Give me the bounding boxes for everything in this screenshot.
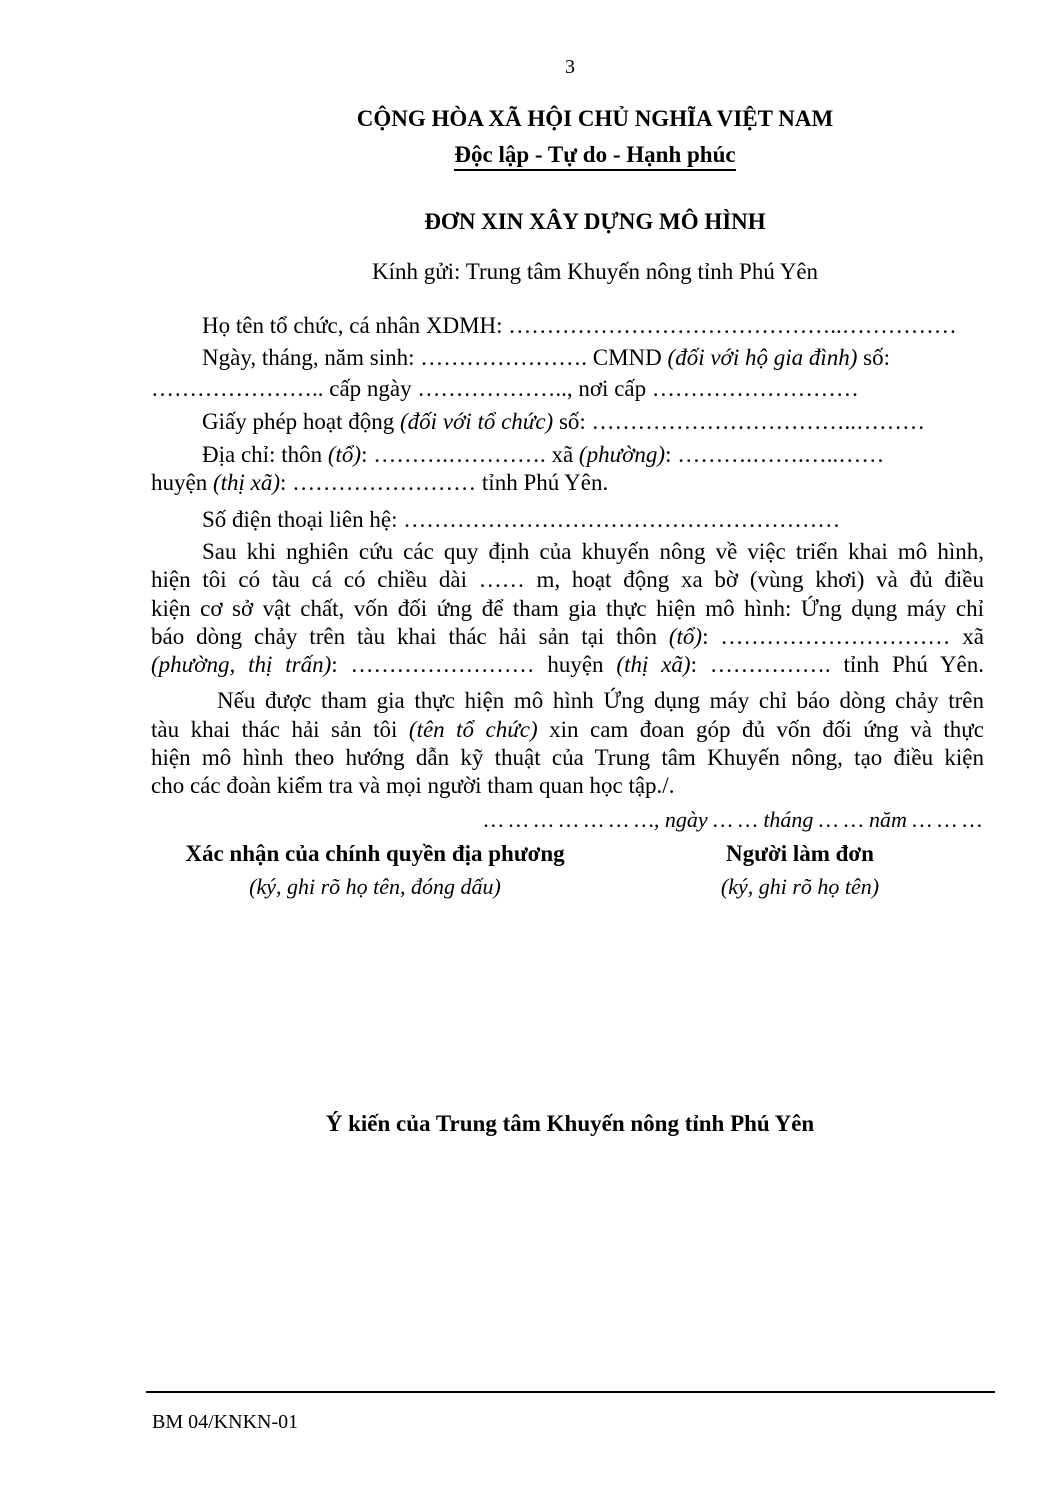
license-label: Giấy phép hoạt động: [202, 409, 401, 434]
license-blank[interactable]: ……………………………..………: [591, 409, 926, 434]
date-line: … … … … … … …, ngày … … tháng … … năm … … …: [484, 807, 983, 832]
body1-line-4: [151, 623, 984, 651]
motto-container: [290, 142, 900, 171]
body2-line-2b: (tên tổ chức): [408, 717, 538, 742]
district-blank[interactable]: ……………………: [292, 470, 482, 495]
body1-line-3: kiện cơ sở vật chất, vốn đối ứng để tham gia thực hiện mô hình: Ứng dụng máy chỉ: [151, 596, 984, 621]
body2-line-2c: xin cam đoan góp đủ vốn đối ứng và thực: [537, 717, 984, 742]
commune-label: xã: [551, 442, 579, 467]
form-code: BM 04/KNKN-01: [152, 1411, 299, 1433]
body2-line-4: cho các đoàn kiểm tra và mọi người tham quan học tập./.: [151, 773, 675, 798]
body1-line-4a: báo dòng chảy trên tàu khai thác hải sản tại thôn: [151, 624, 669, 649]
commune-note: (phường): [578, 442, 666, 467]
district-label: huyện: [151, 470, 213, 495]
license-suffix: số:: [553, 409, 592, 434]
signature-left-title: Xác nhận của chính quyền địa phương: [185, 841, 565, 866]
body2-line-1: Nếu được tham gia thực hiện mô hình Ứng dụng máy chỉ báo dòng chảy trên: [217, 688, 984, 713]
district-note: (thị xã): [212, 470, 281, 495]
org-name-row: [202, 312, 957, 340]
province-text: tỉnh Phú Yên.: [481, 470, 609, 495]
signature-right-title: Người làm đơn: [726, 841, 874, 866]
id-note: (đối với hộ gia đình): [667, 345, 858, 370]
recipient-line: Kính gửi: Trung tâm Khuyến nông tỉnh Phú Yên: [371, 259, 819, 284]
body2-line-3: hiện mô hình theo hướng dẫn kỹ thuật của Trung tâm Khuyến nông, tạo điều kiện: [151, 745, 984, 770]
birth-row: [202, 344, 890, 372]
license-note: (đối với tổ chức): [400, 409, 554, 434]
body1-line-5d: : ……………. tỉnh Phú Yên.: [690, 652, 984, 677]
phone-row: [202, 506, 840, 534]
body2-line-2a: tàu khai thác hải sản tôi: [151, 717, 409, 742]
org-name-blank[interactable]: ……………………………………..……………: [508, 313, 957, 338]
body1-line-1: Sau khi nghiên cứu các quy định của khuyến nông về việc triển khai mô hình,: [202, 539, 984, 564]
address-colon-2: :: [665, 442, 678, 467]
body1-line-2: hiện tôi có tàu cá có chiều dài …… m, hoạt động xa bờ (vùng khơi) và đủ điều: [151, 567, 984, 592]
issue-date-label: cấp ngày: [329, 376, 418, 401]
address-label: Địa chỉ: thôn: [202, 442, 328, 467]
body1-line-4c: : ………………………… xã: [702, 624, 984, 649]
id-label: CMND: [592, 345, 668, 370]
village-blank[interactable]: ……….………….: [373, 442, 552, 467]
body1-line-4b: (tổ): [668, 624, 703, 649]
district-colon: :: [280, 470, 293, 495]
address-row-1: [202, 441, 884, 469]
motto: Độc lập - Tự do - Hạnh phúc: [454, 142, 735, 171]
org-name-label: Họ tên tổ chức, cá nhân XDMH:: [202, 313, 509, 338]
nation-header: CỘNG HÒA XÃ HỘI CHỦ NGHĨA VIỆT NAM: [356, 106, 834, 131]
issue-date-blank[interactable]: ………………..,: [417, 376, 579, 401]
page-number: 3: [565, 56, 575, 78]
commune-blank[interactable]: ……….…….…..……: [677, 442, 885, 467]
birth-label: Ngày, tháng, năm sinh:: [202, 345, 421, 370]
village-note: (tổ): [327, 442, 362, 467]
id-issue-row: [151, 375, 859, 403]
signature-left-note: (ký, ghi rõ họ tên, đóng dấu): [249, 874, 501, 899]
id-number-blank[interactable]: …………………..: [151, 376, 330, 401]
address-colon-1: :: [361, 442, 374, 467]
address-row-2: [151, 469, 608, 497]
footer-divider: [146, 1391, 995, 1393]
id-suffix: số:: [857, 345, 890, 370]
body1-line-5b: : …………………… huyện: [331, 652, 617, 677]
issue-place-blank[interactable]: ………………………: [651, 376, 859, 401]
opinion-title: Ý kiến của Trung tâm Khuyến nông tỉnh Phú Yên: [325, 1111, 815, 1136]
phone-blank[interactable]: …………………………………………………: [403, 507, 841, 532]
body1-line-5a: (phường, thị trấn): [151, 652, 332, 677]
signature-right-note: (ký, ghi rõ họ tên): [720, 874, 880, 899]
body2-line-2: [151, 716, 984, 744]
birth-blank[interactable]: ………………….: [420, 345, 593, 370]
body1-line-5: [151, 651, 984, 679]
body1-line-5c: (thị xã): [616, 652, 691, 677]
document-title: ĐƠN XIN XÂY DỰNG MÔ HÌNH: [424, 209, 766, 234]
license-row: [202, 408, 925, 436]
issue-place-label: nơi cấp: [578, 376, 652, 401]
phone-label: Số điện thoại liên hệ:: [202, 507, 404, 532]
